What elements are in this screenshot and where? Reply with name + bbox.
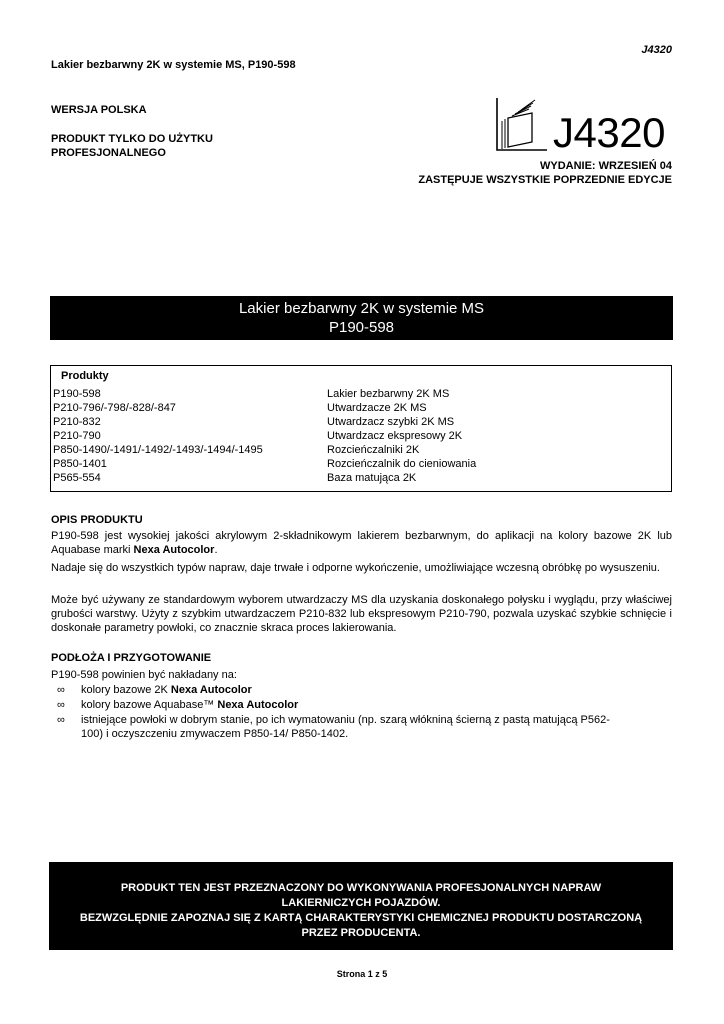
product-name: Utwardzacze 2K MS [327, 402, 427, 414]
description-paragraph-2: Nadaje się do wszystkich typów napraw, daje trwałe i odporne wykończenie, umożliwiające wczesną obróbkę po wysuszeniu. [51, 562, 660, 574]
product-name: Lakier bezbarwny 2K MS [327, 388, 450, 400]
safety-warning-box [49, 862, 673, 950]
product-code: P565-554 [53, 472, 101, 484]
brand-name: Nexa Autocolor [133, 544, 215, 556]
professional-line-2: PROFESJONALNEGO [51, 147, 166, 159]
product-name: Rozcieńczalnik do cieniowania [327, 458, 477, 470]
products-heading: Produkty [61, 370, 109, 382]
warning-line-2: LAKIERNICZYCH POJAZDÓW. [281, 897, 441, 909]
substrate-item [81, 683, 673, 697]
banner-product-code: P190-598 [328, 319, 395, 336]
brand-name: Nexa Autocolor [170, 684, 252, 696]
warning-line-1: PRODUKT TEN JEST PRZEZNACZONY DO WYKONYWANIA PROFESJONALNYCH NAPRAW [120, 882, 602, 894]
banner-product-name: Lakier bezbarwny 2K w systemie MS [238, 300, 485, 317]
product-row [51, 402, 671, 416]
product-code: P190-598 [53, 388, 101, 400]
warning-line-3: BEZWZGLĘDNIE ZAPOZNAJ SIĘ Z KARTĄ CHARAKTERYSTYKI CHEMICZNEJ PRODUKTU DOSTARCZONĄ [79, 912, 643, 924]
warning-line-4: PRZEZ PRODUCENTA. [301, 927, 421, 939]
product-row [51, 416, 671, 430]
open-book-icon [496, 97, 548, 151]
product-name: Utwardzacz ekspresowy 2K [327, 430, 463, 442]
brand-name: Nexa Autocolor [217, 699, 299, 711]
big-document-code: J4320 [553, 109, 665, 156]
edition-info [418, 159, 672, 187]
version-label: WERSJA POLSKA [51, 104, 147, 116]
substrates-intro: P190-598 powinien być nakładany na: [51, 669, 237, 681]
page-number: Strona 1 z 5 [336, 969, 388, 979]
substrate-item [81, 698, 673, 712]
bullet-symbol: ∞ [57, 699, 65, 711]
product-row [51, 458, 671, 472]
substrate-item-text: kolory bazowe Aquabase™ [81, 699, 218, 711]
product-title-banner [50, 296, 673, 340]
description-heading: OPIS PRODUKTU [51, 514, 143, 526]
product-row [51, 388, 671, 402]
document-title: Lakier bezbarwny 2K w systemie MS, P190-598 [51, 59, 296, 71]
edition-supersedes: ZASTĘPUJE WSZYSTKIE POPRZEDNIE EDYCJE [418, 174, 672, 186]
professional-line-1: PRODUKT TYLKO DO UŻYTKU [51, 133, 213, 145]
substrate-item-text: kolory bazowe 2K [81, 684, 171, 696]
product-row [51, 472, 671, 486]
product-row [51, 430, 671, 444]
description-p1-start: P190-598 jest wysokiej jakości akrylowym 2-składnikowym lakierem bezbarwnym, do aplikacji na kolory bazowe 2K lub Aquabase marki [51, 530, 672, 556]
product-row [51, 444, 671, 458]
product-code: P210-832 [53, 416, 101, 428]
edition-date: WYDANIE: WRZESIEŃ 04 [539, 160, 672, 172]
product-name: Baza matująca 2K [327, 472, 417, 484]
bullet-symbol: ∞ [57, 714, 65, 726]
substrate-item [81, 713, 673, 741]
product-code: P210-790 [53, 430, 101, 442]
products-box [50, 365, 672, 492]
substrates-heading: PODŁOŻA I PRZYGOTOWANIE [51, 652, 212, 664]
product-code: P850-1490/-1491/-1492/-1493/-1494/-1495 [53, 444, 263, 456]
description-paragraph-1 [51, 529, 672, 557]
description-p1-end: . [214, 544, 218, 556]
product-code: P210-796/-798/-828/-847 [53, 402, 176, 414]
document-code-top: J4320 [641, 44, 672, 56]
product-name: Rozcieńczalniki 2K [327, 444, 420, 456]
professional-use-notice [51, 132, 291, 160]
product-name: Utwardzacz szybki 2K MS [327, 416, 455, 428]
product-code: P850-1401 [53, 458, 107, 470]
bullet-symbol: ∞ [57, 684, 65, 696]
substrate-item-line-1: istniejące powłoki w dobrym stanie, po ich wymatowaniu (np. szarą włókniną ścierną z pastą matującą P562- [81, 714, 610, 726]
substrate-item-line-2: 100) i oczyszczeniu zmywaczem P850-14/ P850-1402. [81, 728, 349, 740]
description-paragraph-3: Może być używany ze standardowym wyborem utwardzaczy MS dla uzyskania doskonałego połysku i wyglądu, przy właściwej grubości warstwy. Użyty z szybkim utwardzaczem P210-832 lub ekspresowym P210-790, pozwala uzyskać szybkie schnięcie i doskonałe parametry powłoki, co znacznie skraca proces lakierowania. [51, 594, 672, 634]
